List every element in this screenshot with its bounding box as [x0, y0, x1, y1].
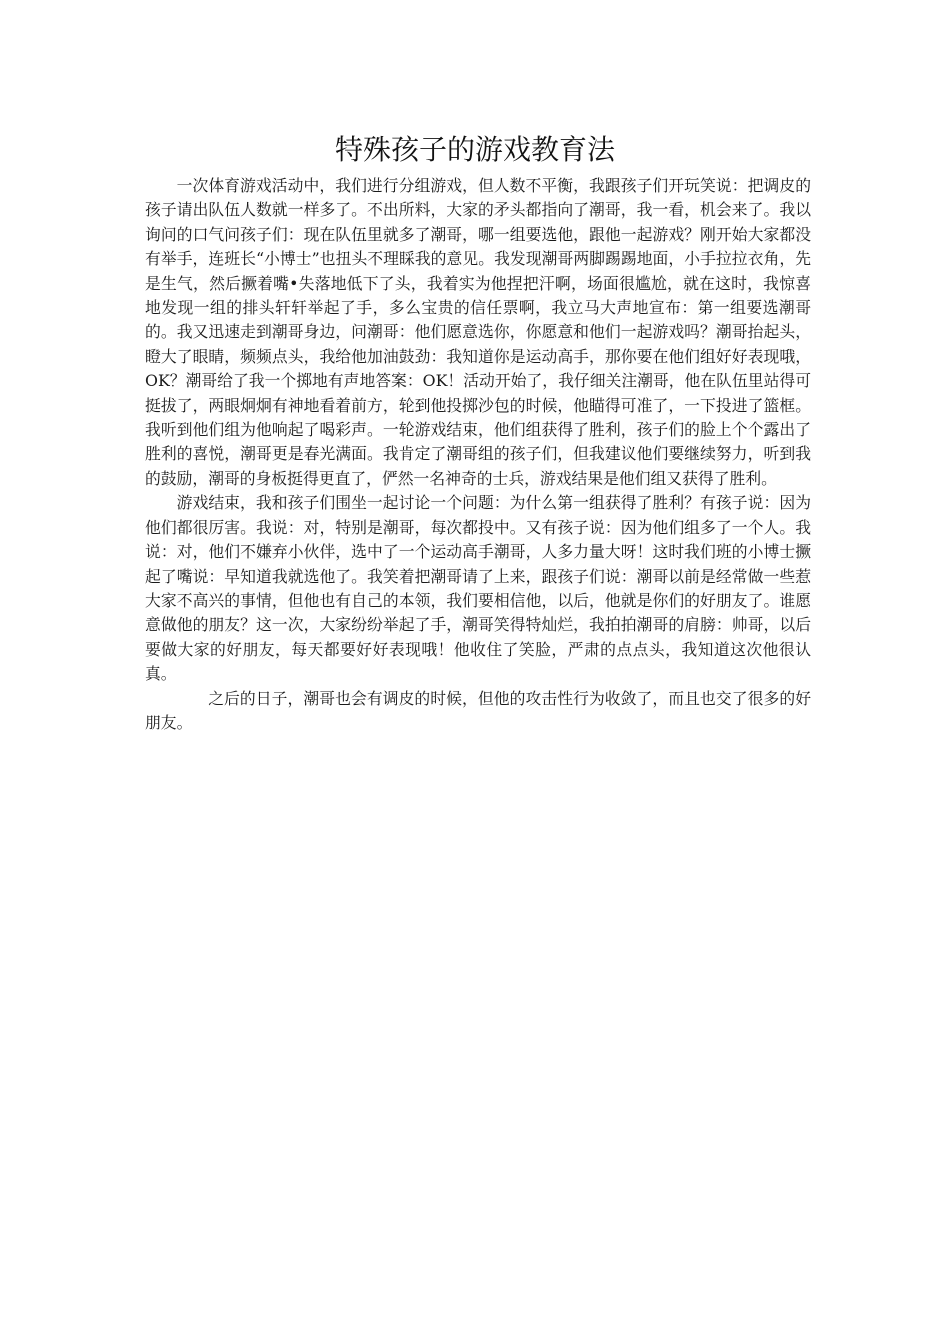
document-title: 特殊孩子的游戏教育法 — [334, 133, 615, 166]
paragraph-1: 一次体育游戏活动中，我们进行分组游戏，但人数不平衡，我跟孩子们开玩笑说：把调皮的孩子请出队伍人数就一样多了。不出所料，大家的矛头都指向了潮哥，我一看，机会来了。我以询问的口气问孩子们：现在队伍里就多了潮哥，哪一组要选他，跟他一起游戏？刚开始大家都没有举手，连班长“小博士”也扭头不理睬我的意见。我发现潮哥两脚踢踢地面，小手拉拉衣角，先是生气，然后撅着嘴•失落地低下了头，我着实为他捏把汗啊，场面很尴尬，就在这时，我惊喜地发现一组的排头轩轩举起了手，多么宝贵的信任票啊，我立马大声地宣布：第一组要选潮哥的。我又迅速走到潮哥身边，问潮哥：他们愿意选你，你愿意和他们一起游戏吗？潮哥抬起头，瞪大了眼睛，频频点头，我给他加油鼓劲：我知道你是运动高手，那你要在他们组好好表现哦，OK？潮哥给了我一个掷地有声地答案：OK！活动开始了，我仔细关注潮哥，他在队伍里站得可挺拔了，两眼炯炯有神地看着前方，轮到他投掷沙包的时候，他瞄得可准了，一下投进了篮框。我听到他们组为他响起了喝彩声。一轮游戏结束，他们组获得了胜利，孩子们的脸上个个露出了胜利的喜悦，潮哥更是春光满面。我肯定了潮哥组的孩子们，但我建议他们要继续努力，听到我的鼓励，潮哥的身板挺得更直了，俨然一名神奇的士兵，游戏结果是他们组又获得了胜利。 — [145, 176, 811, 488]
paragraph-3: 之后的日子，潮哥也会有调皮的时候，但他的攻击性行为收敛了，而且也交了很多的好朋友。 — [145, 688, 811, 732]
document-body — [145, 174, 811, 735]
paragraph-2: 游戏结束，我和孩子们围坐一起讨论一个问题：为什么第一组获得了胜利？有孩子说：因为他们都很厉害。我说：对，特别是潮哥，每次都投中。又有孩子说：因为他们组多了一个人。我说：对，他们不嫌弃小伙伴，选中了一个运动高手潮哥，人多力量大呀！这时我们班的小博士撅起了嘴说：早知道我就选他了。我笑着把潮哥请了上来，跟孩子们说：潮哥以前是经常做一些惹大家不高兴的事情，但他也有自己的本领，我们要相信他，以后，他就是你们的好朋友了。谁愿意做他的朋友？这一次，大家纷纷举起了手，潮哥笑得特灿烂，我拍拍潮哥的肩膀：帅哥，以后要做大家的好朋友，每天都要好好表现哦！他收住了笑脸，严肃的点点头，我知道这次他很认真。 — [145, 493, 811, 684]
